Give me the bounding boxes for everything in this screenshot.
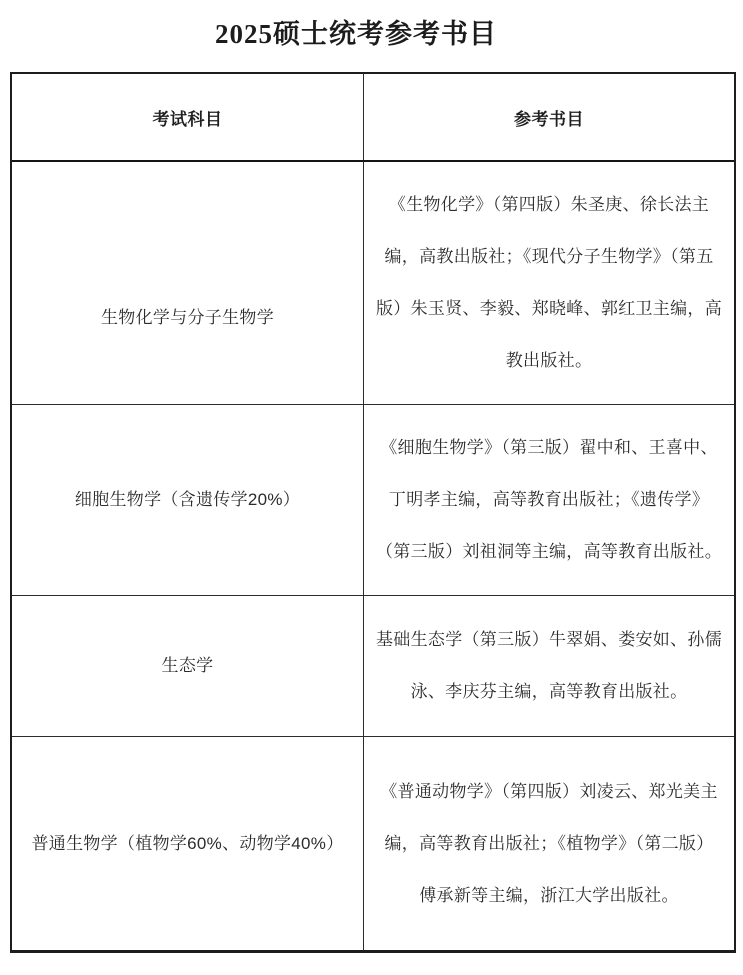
reference-line: 教出版社。	[505, 351, 593, 370]
subject-cell	[12, 596, 364, 736]
reference-line: 傅承新等主编，浙江大学出版社。	[419, 885, 679, 905]
reference-cell	[364, 405, 734, 595]
reference-line: 《生物化学》（第四版）朱圣庚、徐长法主	[388, 195, 710, 214]
reference-line: 版）朱玉贤、李毅、郑晓峰、郭红卫主编，高	[376, 299, 722, 318]
reference-line: 丁明孝主编，高等教育出版社；《遗传学》	[388, 490, 710, 509]
reference-cell	[364, 737, 734, 950]
reference-cell	[364, 162, 734, 404]
reference-line: 《普通动物学》（第四版）刘凌云、郑光美主	[380, 781, 718, 801]
subject-cell	[12, 162, 364, 404]
table-row	[12, 162, 734, 405]
reference-line: 编，高教出版社；《现代分子生物学》（第五	[384, 247, 714, 266]
table-row	[12, 596, 734, 737]
reference-line: 《细胞生物学》（第三版）翟中和、王喜中、	[380, 438, 718, 457]
table-header-row	[12, 74, 734, 162]
reference-line: （第三版）刘祖洞等主编，高等教育出版社。	[376, 542, 722, 561]
header-reference-books: 参考书目	[514, 109, 584, 129]
subject-cell	[12, 405, 364, 595]
reference-line: 泳、李庆芬主编，高等教育出版社。	[410, 682, 688, 701]
subject-text: 生物化学与分子生物学	[101, 308, 274, 327]
subject-text: 细胞生物学（含遗传学20%）	[74, 490, 301, 509]
subject-cell	[12, 737, 364, 950]
subject-text: 普通生物学（植物学60%、动物学40%）	[31, 833, 344, 853]
reference-book-table	[10, 72, 736, 953]
table-row	[12, 737, 734, 950]
header-exam-subject: 考试科目	[12, 74, 364, 160]
reference-line: 基础生态学（第三版）牛翠娟、娄安如、孙儒	[376, 630, 722, 649]
subject-text: 生态学	[161, 656, 214, 675]
reference-cell	[364, 596, 734, 736]
table-row	[12, 405, 734, 596]
page-title: 2025硕士统考参考书目	[215, 19, 497, 49]
reference-line: 编，高等教育出版社；《植物学》（第二版）	[384, 833, 714, 853]
